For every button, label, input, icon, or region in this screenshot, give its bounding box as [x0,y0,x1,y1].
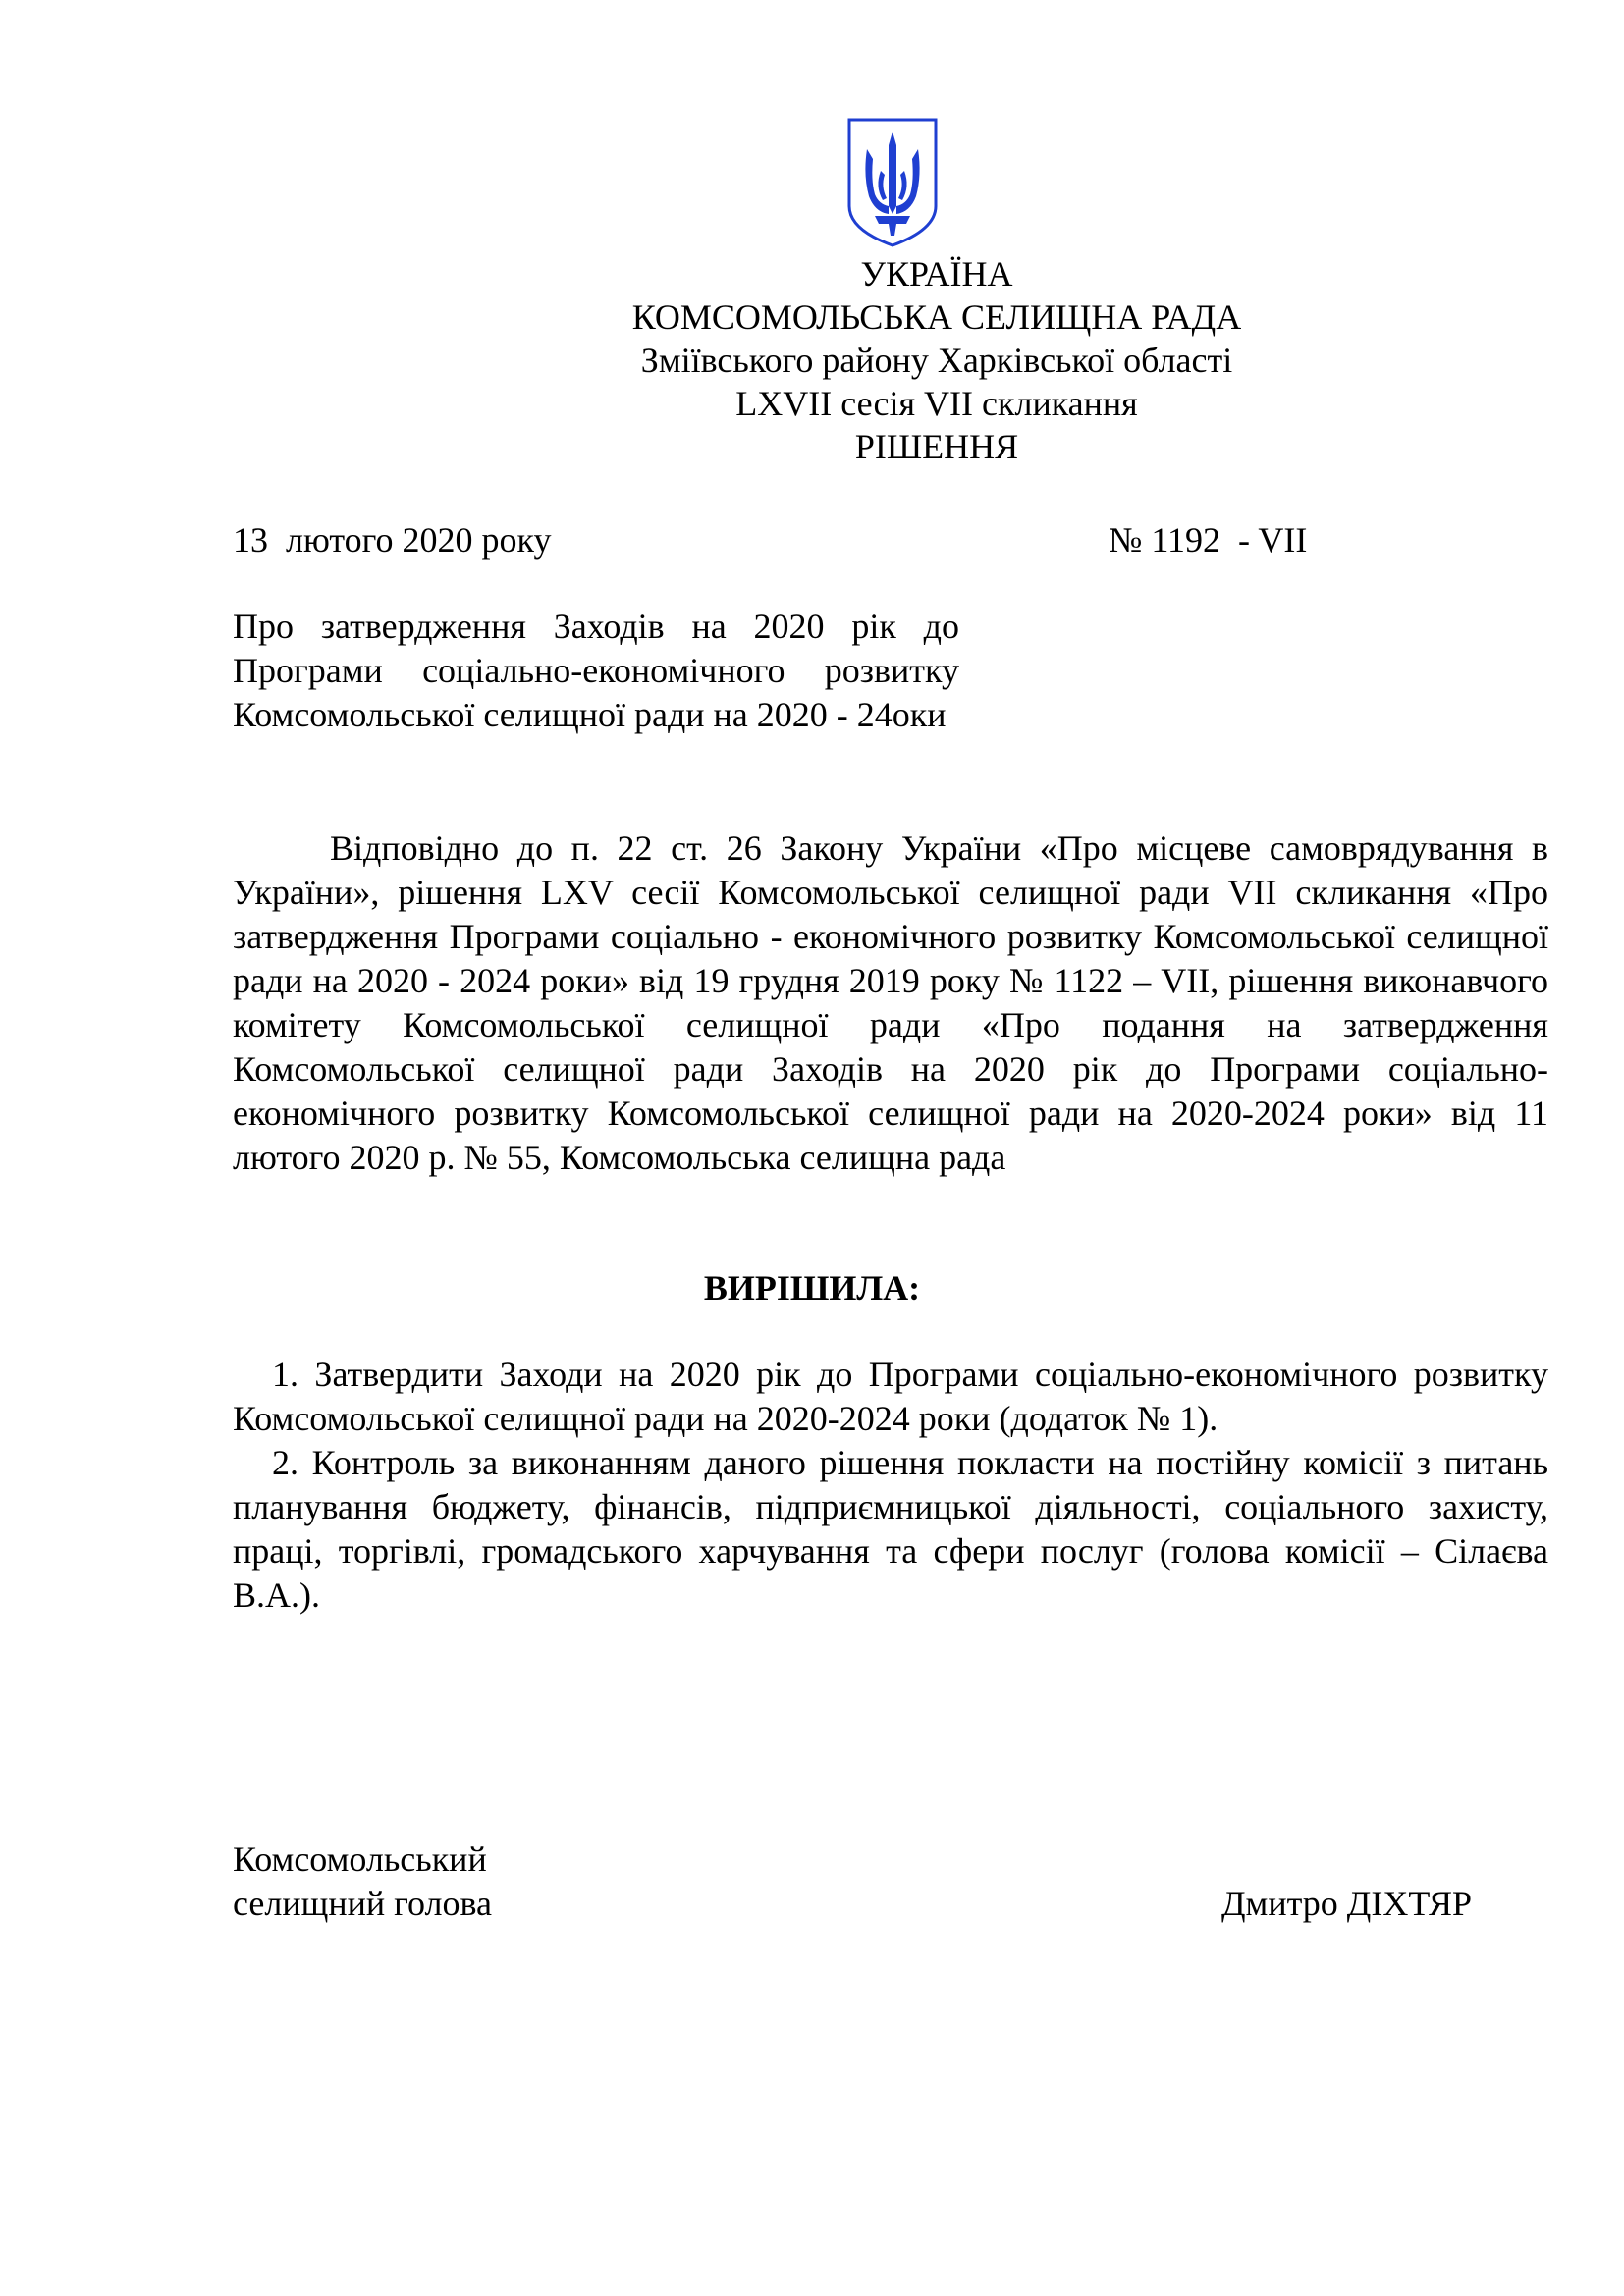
signatory-title-line: селищний голова [233,1884,493,1923]
decision-item: 2. Контроль за виконанням даного рішення покласти на постійну комісії з питань планування бюджету, фінансів, підприємницької діяльності, соціального захисту, праці, торгівлі, громадського харчування та сфери послуг (голова комісії – Сілаєва В.А.). [233,1443,1548,1615]
session-info: LXVII сесія VII скликання [735,384,1138,423]
document-preamble: Відповідно до п. 22 ст. 26 Закону України «Про місцеве самоврядування в України», рішення LXV сесії Комсомольської селищної ради VII скликання «Про затвердження Програми соціально - економічного розвитку Комсомольської селищної ради на 2020 - 2024 роки» від 19 грудня 2019 року № 1122 – VII, рішення виконавчого комітету Комсомольської селищної ради «Про подання на затвердження Комсомольської селищної ради Заходів на 2020 рік до Програми соціально-економічного розвитку Комсомольської селищної ради на 2020-2024 роки» від 11 лютого 2020 р. № 55, Комсомольська селищна рада [233,828,1548,1177]
document-type: РІШЕННЯ [854,427,1019,466]
signatory-name: Дмитро ДІХТЯР [1221,1884,1472,1923]
document-number: № 1192 - VII [1109,520,1308,560]
document-date: 13 лютого 2020 року [233,520,552,560]
decision-list [233,1353,1548,1618]
document-subject: Про затвердження Заходів на 2020 рік до Програми соціально-економічного розвитку Комсомольської селищної ради на 2020 - 24оки [233,607,959,734]
decided-heading: ВИРІШИЛА: [703,1268,921,1308]
council-name: КОМСОМОЛЬСЬКА СЕЛИЩНА РАДА [631,297,1242,337]
decision-item: 1. Затвердити Заходи на 2020 рік до Програми соціально-економічного розвитку Комсомольської селищної ради на 2020-2024 роки (додаток № 1). [233,1355,1548,1438]
signatory-title-line: Комсомольський [233,1840,487,1879]
document-header [0,252,1624,468]
signatory-title [233,1838,492,1926]
country-name: УКРАЇНА [860,254,1013,294]
district-name: Зміївського району Харківської області [640,341,1233,380]
ukraine-trident-coat-of-arms-icon [845,116,940,249]
